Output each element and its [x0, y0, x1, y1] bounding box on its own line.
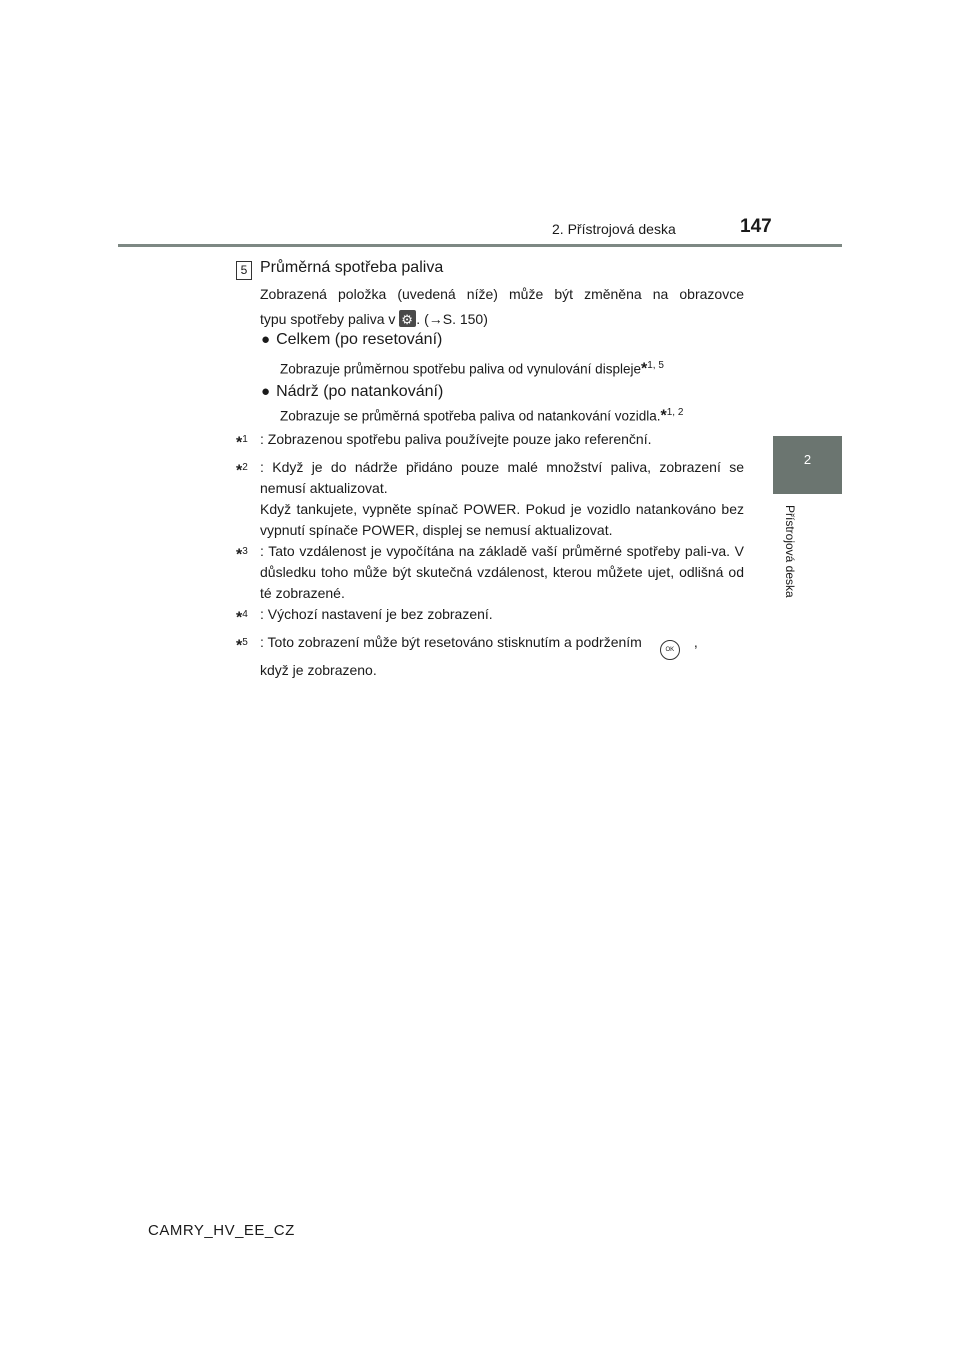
header-section-title: 2. Přístrojová deska: [552, 221, 676, 237]
footnote-text-continued: Když tankujete, vypněte spínač POWER. Pokud je vozidlo natankováno bez vypnutí spínače POWER, displej se nemusí aktualizovat.: [260, 501, 744, 538]
footnote: [236, 429, 744, 450]
bullet-item: [261, 331, 442, 349]
footnote: [236, 541, 744, 604]
item-number-box: 5: [236, 261, 252, 280]
asterisk-mark: *: [640, 360, 648, 378]
intro-line2-start: typu spotřeby paliva v: [260, 311, 396, 327]
footnote-refs: 1, 5: [647, 360, 664, 371]
ok-button-icon: OK: [660, 640, 680, 660]
page-number: 147: [740, 216, 772, 237]
bullet-title: Celkem (po resetování): [276, 331, 443, 348]
document-code: CAMRY_HV_EE_CZ: [148, 1222, 295, 1239]
footnote-marker: *$^4$: [236, 609, 248, 627]
footnote: [236, 632, 744, 681]
chapter-tab-label: [781, 505, 801, 625]
bullet-description: [280, 407, 683, 426]
footnote: [236, 457, 744, 541]
bullet-dot-icon: ●: [261, 383, 271, 400]
footnote-text: : Výchozí nastavení je bez zobrazení.: [260, 606, 493, 622]
bullet-title: Nádrž (po natankování): [276, 383, 444, 400]
item-intro-line2: [260, 308, 488, 330]
footnote: [236, 604, 744, 625]
footnote-marker: *$^1$: [236, 434, 248, 452]
item-intro-line1: Zobrazená položka (uvedená níže) může být změněna na obrazovce: [260, 286, 744, 302]
header-divider: [118, 244, 842, 247]
footnote-text: : Zobrazenou spotřebu paliva používejte pouze jako referenční.: [260, 431, 652, 447]
footnote-marker: *$^3$: [236, 546, 248, 564]
footnote-refs: 1, 2: [666, 407, 684, 418]
item-title: Průměrná spotřeba paliva: [260, 259, 444, 276]
chapter-tab-label-text: Přístrojová deska: [783, 505, 797, 598]
footnote-marker: *$^2$: [236, 462, 248, 480]
intro-line2-end: . (→S. 150): [416, 311, 488, 327]
bullet-description: [280, 360, 664, 379]
bullet-item: [261, 383, 443, 401]
gear-icon: [399, 310, 416, 327]
bullet-dot-icon: ●: [261, 331, 271, 348]
footnote-marker: *$^5$: [236, 637, 248, 655]
asterisk-mark: *: [660, 407, 667, 425]
footnote-text: : Tato vzdálenost je vypočítána na základě vaší průměrné spotřeby pali-va. V důsledku toho může být skutečná vzdálenost, kterou můžete ujet, odlišná od té zobrazené.: [260, 543, 744, 601]
bullet-text: Zobrazuje se průměrná spotřeba paliva od natankování vozidla.: [280, 408, 661, 424]
bullet-text: Zobrazuje průměrnou spotřebu paliva od vynulování displeje: [280, 361, 641, 377]
footnote-text-continued: když je zobrazeno.: [260, 662, 377, 678]
footnote-text-start: : Toto zobrazení může být resetováno stisknutím a podržením: [260, 634, 642, 650]
chapter-tab-number: 2: [803, 452, 812, 467]
footnote-text-end: ,: [693, 634, 698, 650]
footnote-text: : Když je do nádrže přidáno pouze malé množství paliva, zobrazení se nemusí aktualizovat.: [260, 459, 744, 496]
footnote-text: [260, 632, 744, 660]
